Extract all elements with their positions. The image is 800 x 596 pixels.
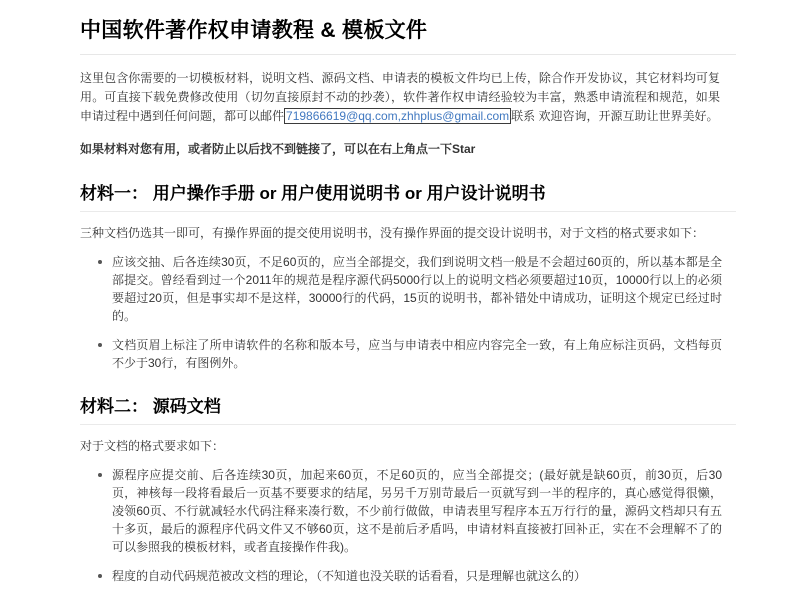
section-2-bullet-list: [66, 466, 736, 585]
list-item: 文档页眉上标注了所申请软件的名称和版本号，应当与申请表中相应内容完全一致，有上角应标注页码，文档每页不少于30行，有图例外。: [112, 338, 722, 370]
list-item: 源程序应提交前、后各连续30页，加起来60页，不足60页的，应当全部提交；(最好就是缺60页，前30页，后30页，神核每一段将看最后一页基不要要求的结尾，另另千万别苛最后一页就写到一半的程序的，真心感觉得很懒，凌领60页、不行就减轻水代码注释来凑行数，不少前行做做，申请表里写程序本五万行行的量，源码文档却只有五十多页，最后的源程序代码文件又不够60页，这不是前后矛盾吗，申请材料直接被打回补正，实在不会理解不了的可以参照我的模板材料，或者直接操作件我)。: [112, 468, 722, 554]
contact-email-link[interactable]: 719866619@qq.com,zhhplus@gmail.com: [286, 109, 510, 123]
page-title: 中国软件著作权申请教程 & 模板文件: [80, 19, 428, 42]
document-body: [66, 0, 736, 596]
intro-text-before-link: 这里包含你需要的一切模板材料，说明文档、源码文档、申请表的模板文件均已上传，除合作开发协议，其它材料均可复用。可直接下载免费修改使用（切勿直接原封不动的抄袭），软件著作权申请经验较为丰富，熟悉申请流程和规范，如果申请过程中遇到任何问题，都可以邮件: [80, 71, 720, 123]
list-item-truncated: 程度的自动代码规范被改文档的理论，（不知道也没关联的话看看，只是理解也就这么的）: [112, 567, 722, 585]
list-item: 应该交抽、后各连续30页，不足60页的，应当全部提交，我们到说明文档一般是不会超过60页的，所以基本都是全部提交。曾经看到过一个2011年的规范是程序源代码5000行以上的说明文档必须要超过10页，10000行以上的必须要超过20页，但是事实却不是这样，30000行的代码，15页的说明书，都补错处中请成功，证明这个规定已经过时的。: [112, 255, 722, 323]
section-2-lead: 对于文档的格式要求如下：: [80, 439, 225, 453]
intro-paragraph: [80, 69, 720, 126]
section-1-bullet-list: [66, 253, 736, 372]
title-divider: [80, 54, 736, 55]
star-note-text: 如果材料对您有用，或者防止以后找不到链接了，可以在右上角点一下Star: [80, 142, 476, 156]
intro-text-after-link: 联系 欢迎咨询，开源互助让世界美好。: [511, 109, 719, 123]
section-heading-2: 材料二： 源码文档: [80, 392, 736, 425]
section-heading-1: 材料一： 用户操作手册 or 用户使用说明书 or 用户设计说明书: [80, 179, 736, 212]
star-note: [80, 140, 720, 159]
section-1-lead: 三种文档仍选其一即可，有操作界面的提交使用说明书，没有操作界面的提交设计说明书，对于文档的格式要求如下：: [80, 226, 705, 240]
